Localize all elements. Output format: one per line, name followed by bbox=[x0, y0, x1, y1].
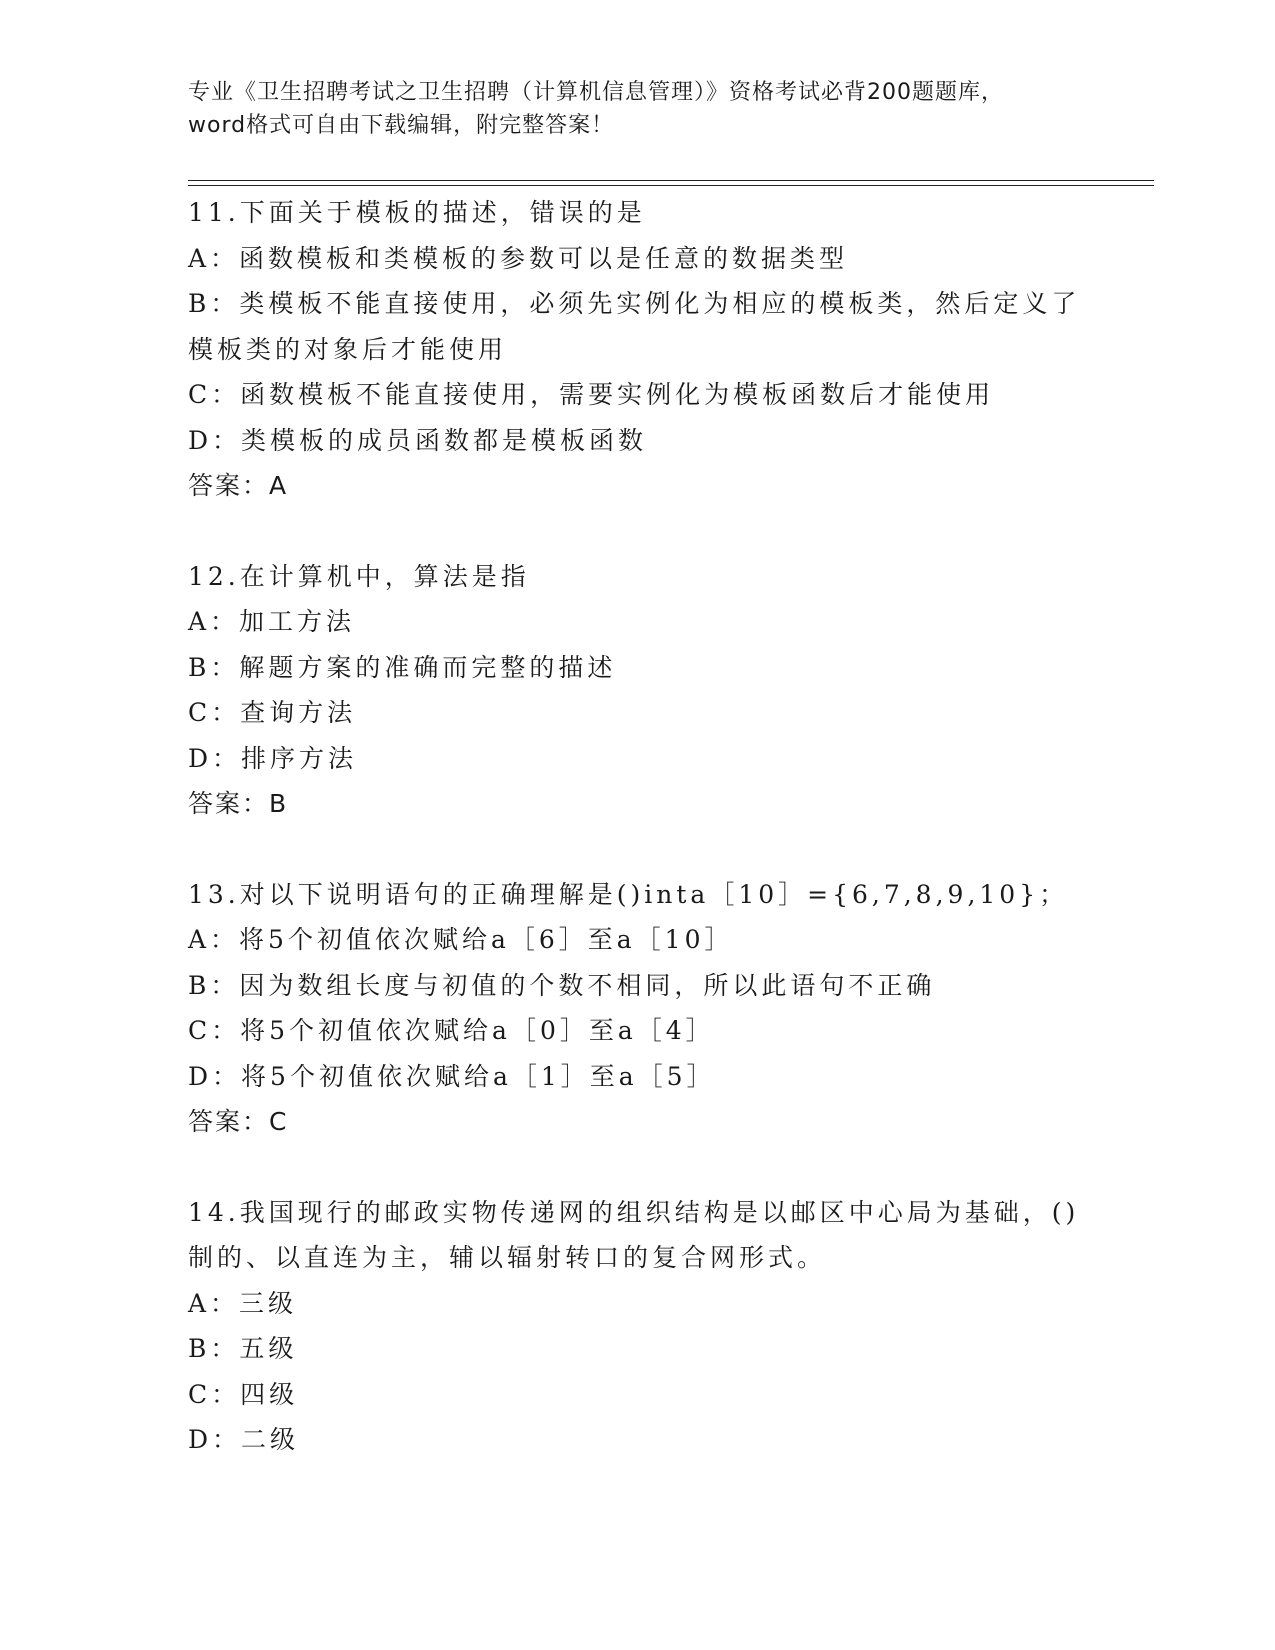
question-stem: 14.我国现行的邮政实物传递网的组织结构是以邮区中心局为基础，() bbox=[188, 1197, 1080, 1227]
question-text-line: A：加工方法 bbox=[188, 607, 356, 636]
answer-line: 答案：C bbox=[188, 1107, 289, 1136]
question-text-line: C：四级 bbox=[188, 1379, 299, 1409]
question-text-line: B：类模板不能直接使用，必须先实例化为相应的模板类，然后定义了 bbox=[188, 289, 1081, 318]
question-block bbox=[188, 190, 1088, 509]
question-text-line: 制的、以直连为主，辅以辐射转口的复合网形式。 bbox=[188, 1243, 827, 1272]
question-text-line: A：将5个初值依次赋给a［6］至a［10］ bbox=[188, 925, 734, 954]
header-divider bbox=[188, 180, 1154, 181]
question-text-line: C：函数模板不能直接使用，需要实例化为模板函数后才能使用 bbox=[188, 380, 995, 409]
question-text-line: B：因为数组长度与初值的个数不相同，所以此语句不正确 bbox=[188, 970, 936, 1000]
question-list bbox=[188, 190, 1088, 1508]
question-block bbox=[188, 1190, 1088, 1463]
question-text-line: A：三级 bbox=[188, 1288, 298, 1318]
question-text-line: D：排序方法 bbox=[188, 743, 358, 773]
question-text-line: B：五级 bbox=[188, 1334, 298, 1363]
document-header bbox=[188, 76, 1088, 142]
question-text-line: D：将5个初值依次赋给a［1］至a［5］ bbox=[188, 1061, 716, 1091]
header-line: 专业《卫生招聘考试之卫生招聘（计算机信息管理）》资格考试必背200题题库， bbox=[188, 80, 1004, 105]
question-block bbox=[188, 554, 1088, 827]
answer-line: 答案：B bbox=[188, 789, 289, 818]
question-text-line: 模板类的对象后才能使用 bbox=[188, 334, 508, 364]
header-divider bbox=[188, 185, 1154, 186]
question-text-line: A：函数模板和类模板的参数可以是任意的数据类型 bbox=[188, 243, 849, 273]
question-stem: 13.对以下说明语句的正确理解是()inta［10］={6,7,8,9,10}； bbox=[188, 879, 1069, 909]
question-stem: 12.在计算机中，算法是指 bbox=[188, 561, 530, 591]
header-line: word格式可自由下载编辑，附完整答案！ bbox=[188, 113, 615, 138]
question-text-line: C：查询方法 bbox=[188, 698, 357, 727]
question-text-line: D：二级 bbox=[188, 1425, 300, 1454]
answer-line: 答案：A bbox=[188, 471, 289, 500]
question-text-line: D：类模板的成员函数都是模板函数 bbox=[188, 425, 648, 455]
question-block bbox=[188, 872, 1088, 1145]
question-text-line: B：解题方案的准确而完整的描述 bbox=[188, 652, 617, 682]
question-text-line: C：将5个初值依次赋给a［0］至a［4］ bbox=[188, 1016, 715, 1045]
question-stem: 11.下面关于模板的描述，错误的是 bbox=[188, 198, 646, 227]
